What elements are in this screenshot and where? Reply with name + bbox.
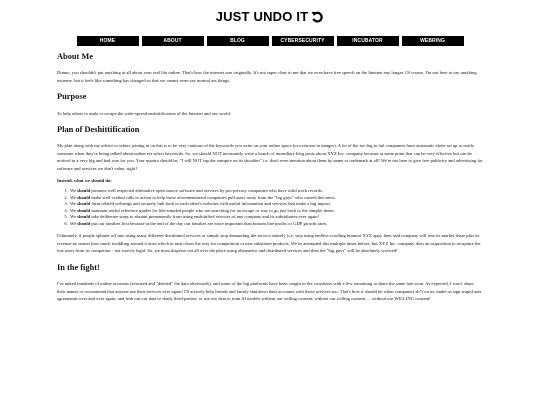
undo-arrow-icon	[311, 11, 324, 23]
purpose-heading: Purpose	[57, 92, 87, 102]
fight-text: I've nuked hundreds of online accounts (zeroized and "deleted" the data afterwards), and some of the big platforms have been caught in the crosshairs with a few remaining to share the same fate soon. As expected, I won't share their names or recommend that anyone use their services ever again! I'll actively help friends and family shutdown their accounts with those services too. That's how it should be when companies sh*t on us, make us sign stupid user agreements over and over again, and leak out our data to shady third-parties, or use our data to train AI models without our willing consent, without our willing consent, ... without our WILLING consent!	[57, 281, 482, 301]
fight-heading: In the fight!	[57, 262, 100, 272]
nav-blog[interactable]: BLOG	[207, 36, 269, 46]
plan-intro: My plan along with my advice to others joining in on this is to be very cautious of the keywords you write on your online space (or even use in images). A lot of the too big to fail companies have automatic alerts set up to notify someone when they're being talked about online via select keywords. So, we should NOT incessantly write a bunch of incendiary blog posts about XYZ Inc. company because at some point that can be very effective but can be noticed in a very big and bad way for you. Your mantra should be, "I will NOT tap the vampire on its shoulder" i.e. don't even mention about them by name or trademark at all! We're not here to give free publicity and advertising for software and services we don't value, right?	[57, 143, 483, 171]
main-nav	[0, 36, 540, 46]
about-heading: About Me	[57, 52, 94, 61]
plan-heading: Plan of Deshittification	[57, 125, 140, 135]
purpose-text: To help others to undo or escape the wide-spread enshittification of the Internet and our world.	[57, 110, 231, 116]
plan-list-heading: Instead, what we should do:	[57, 178, 112, 184]
site-header	[0, 0, 540, 33]
nav-cybersecurity[interactable]: CYBERSECURITY	[272, 36, 334, 46]
list-item: 2. We should make well-crafted calls to action to help those aforementioned companies pull users away from the "big guys" who caused this mess.	[69, 195, 483, 202]
site-logo[interactable]	[216, 9, 325, 24]
list-item: 6. We should put our families first because at the end of the day our families are more important than bottom line profits or GDP growth rates.	[69, 221, 483, 228]
list-item: 4. We should maintain useful reference guides for like-minded people who are searching for an escape or way to go just back to the simpler times.	[69, 208, 483, 215]
list-item: 3. We should form related webrings and securely link back to each other's websites with useful information and services that make a big impact.	[69, 201, 483, 208]
list-item: 1. We should promote well respected alternative open source software and services by pro-privacy companies who have solid track records.	[69, 188, 483, 195]
logo-text: JUST UNDO IT	[215, 9, 309, 24]
nav-webring[interactable]: WEBRING	[402, 36, 464, 46]
nav-home[interactable]: HOME	[77, 36, 139, 46]
plan-list	[69, 188, 483, 227]
nav-about[interactable]: ABOUT	[142, 36, 204, 46]
list-item: 5. We should take deliberate steps to abstain permanently from using enshittified services of any company and its subsidiaries ever again!	[69, 214, 483, 221]
nav-incubator[interactable]: INCUBATOR	[337, 36, 399, 46]
main-content	[0, 46, 540, 302]
plan-outro: Ultimately, if people splinter off into using many different distributed services or simply stop demanding the service entirely (i.e. stop using endless scrolling brainrot XYZ app), then said company will lose its market share plus its revenue no matter how much twiddling around it does which in turn clears the way for competition or new substitute products. We've attempted this multiple times before, but XYZ Inc. company does an acquisition to recapture the lost users from its competitor - not exactly legal. So, we must disperse out all over the place using alternative and distributed services and then the "big guys" will be absolutely screwed!	[57, 233, 481, 254]
about-text: Dunno, you shouldn't put anything at all about your real life online. That's how the internet was originally. It's not super clear to me that we even have free speech on the Internet any longer. Of course, I'm not here to say anything extreme, but it feels like something has changed so that we cannot even say normal ass things.	[57, 70, 477, 83]
